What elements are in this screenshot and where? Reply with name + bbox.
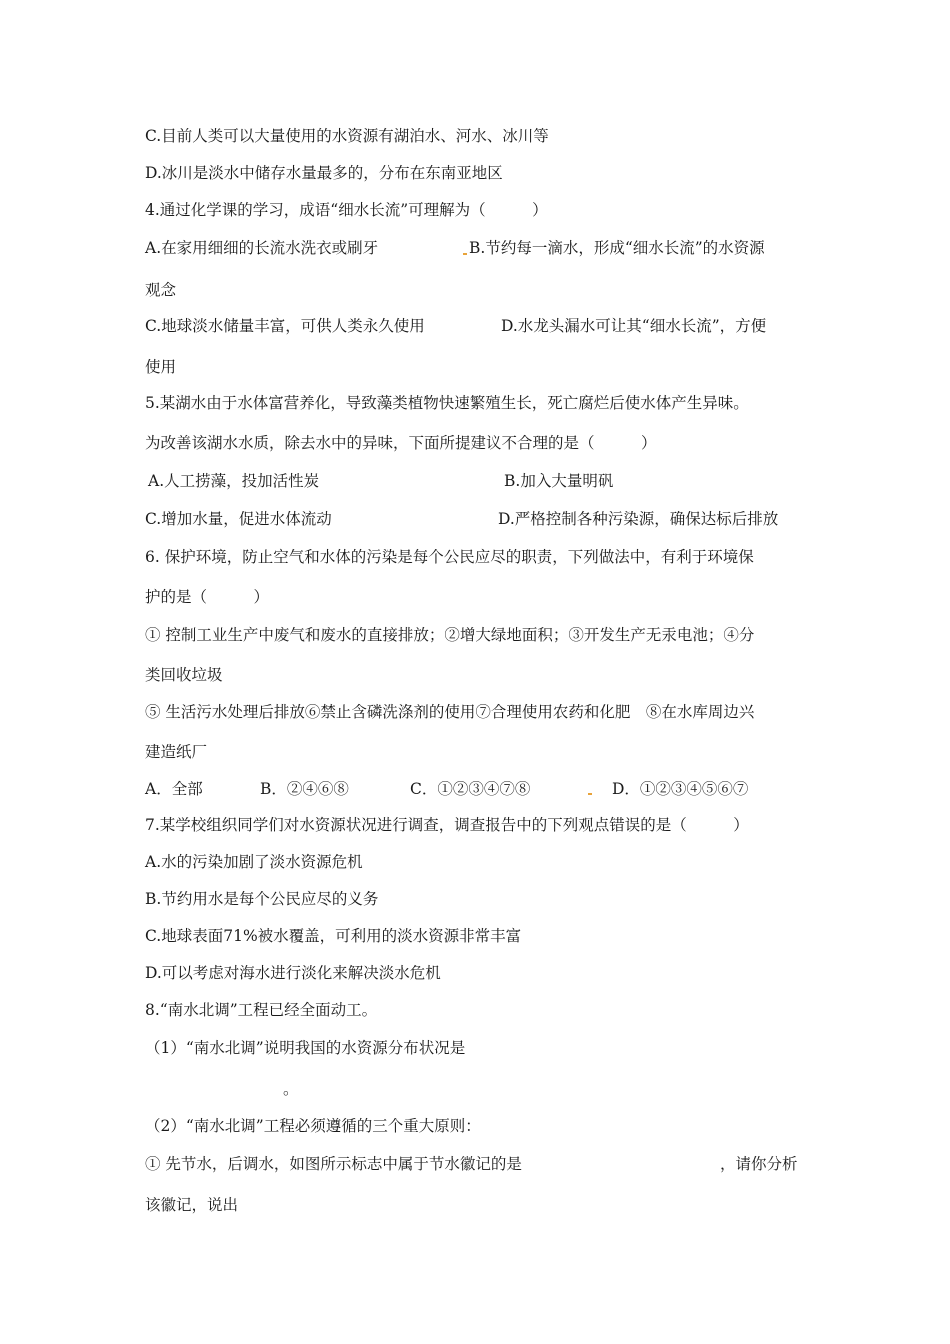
q6-items-line-2-cont: 建造纸厂 [145, 743, 208, 761]
q6-option-b: B．②④⑥⑧ [260, 780, 349, 798]
q7-option-a: A.水的污染加剧了淡水资源危机 [145, 853, 363, 871]
q6-items-line-1: ① 控制工业生产中废气和废水的直接排放；②增大绿地面积；③开发生产无汞电池；④分 [145, 626, 755, 644]
q4-option-b: B.节约每一滴水，形成“细水长流”的水资源 [469, 239, 765, 257]
q8-part-2: （2）“南水北调”工程必须遵循的三个重大原则： [145, 1117, 481, 1135]
q4-option-d-cont: 使用 [145, 358, 177, 376]
q6-items-line-1-cont: 类回收垃圾 [145, 666, 223, 684]
q6-option-d: D．①②③④⑤⑥⑦ [612, 780, 749, 798]
question-6-stem: 6. 保护环境，防止空气和水体的污染是每个公民应尽的职责，下列做法中，有利于环境保 [145, 548, 754, 566]
q4-option-a: A.在家用细细的长流水洗衣或刷牙 [145, 239, 379, 257]
question-8-stem: 8.“南水北调”工程已经全面动工。 [145, 1001, 378, 1019]
q5-option-c: C.增加水量，促进水体流动 [145, 510, 332, 528]
q4-option-d: D.水龙头漏水可让其“细水长流”，方便 [501, 317, 767, 335]
q5-option-b: B.加入大量明矾 [504, 472, 614, 490]
q8-part-2-item-1-tail: ，请你分析 [720, 1155, 798, 1173]
question-5-stem: 5.某湖水由于水体富营养化，导致藻类植物快速繁殖生长，死亡腐烂后使水体产生异味。 [145, 394, 749, 412]
highlight-mark [463, 253, 467, 255]
highlight-mark [588, 793, 592, 795]
q4-option-b-cont: 观念 [145, 281, 177, 299]
q5-option-d: D.严格控制各种污染源，确保达标后排放 [498, 510, 779, 528]
q6-option-c: C．①②③④⑦⑧ [410, 780, 531, 798]
q6-items-line-2: ⑤ 生活污水处理后排放⑥禁止含磷洗涤剂的使用⑦合理使用农药和化肥 ⑧在水库周边兴 [145, 703, 755, 721]
q8-part-1-end: 。 [283, 1080, 299, 1098]
q5-option-a: A.人工捞藻，投加活性炭 [148, 472, 320, 490]
q6-option-a: A．全部 [145, 780, 203, 798]
q4-option-c: C.地球淡水储量丰富，可供人类永久使用 [145, 317, 425, 335]
q7-option-b: B.节约用水是每个公民应尽的义务 [145, 890, 379, 908]
question-4-stem: 4.通过化学课的学习，成语“细水长流”可理解为（ ） [145, 201, 548, 219]
q8-part-1: （1）“南水北调”说明我国的水资源分布状况是 [145, 1039, 466, 1057]
q8-part-2-item-1-cont: 该徽记，说出 [145, 1196, 239, 1214]
q7-option-c: C.地球表面71%被水覆盖，可利用的淡水资源非常丰富 [145, 927, 522, 945]
option-d-line: D.冰川是淡水中储存水量最多的，分布在东南亚地区 [145, 164, 503, 182]
question-7-stem: 7.某学校组织同学们对水资源状况进行调查，调查报告中的下列观点错误的是（ ） [145, 816, 749, 834]
question-6-stem-cont: 护的是（ ） [145, 588, 270, 606]
q8-part-2-item-1: ① 先节水，后调水，如图所示标志中属于节水徽记的是 [145, 1155, 522, 1173]
q7-option-d: D.可以考虑对海水进行淡化来解决淡水危机 [145, 964, 441, 982]
question-5-stem-cont: 为改善该湖水水质，除去水中的异味，下面所提建议不合理的是（ ） [145, 434, 657, 452]
option-c-line: C.目前人类可以大量使用的水资源有湖泊水、河水、冰川等 [145, 127, 549, 145]
